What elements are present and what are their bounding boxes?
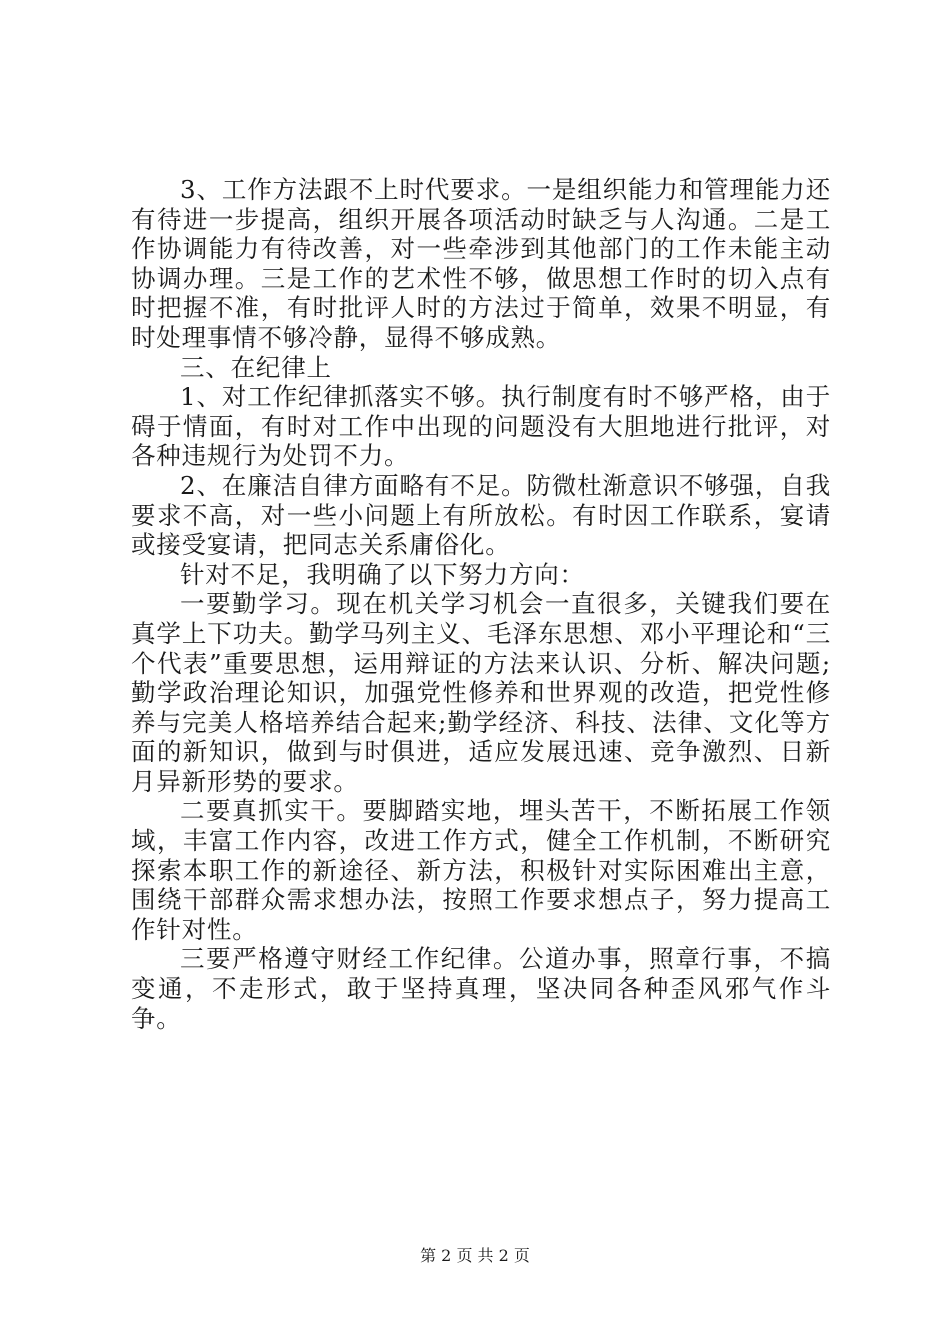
paragraph-study: 一要勤学习。现在机关学习机会一直很多，关键我们要在真学上下功夫。勤学马列主义、毛泽东思想、邓小平理论和“三个代表”重要思想，运用辩证的方法来认识、分析、解决问题;勤学政治理论知识，加强党性修养和世界观的改造，把党性修养与完美人格培养结合起来;勤学经济、科技、法律、文化等方面的新知识，做到与时俱进，适应发展迅速、竞争激烈、日新月异新形势的要求。 — [131, 589, 832, 796]
paragraph-integrity: 2、在廉洁自律方面略有不足。防微杜渐意识不够强，自我要求不高，对一些小问题上有所放松。有时因工作联系，宴请或接受宴请，把同志关系庸俗化。 — [131, 470, 831, 560]
paragraph-finance-discipline: 三要严格遵守财经工作纪律。公道办事，照章行事，不搞变通，不走形式，敢于坚持真理，坚决同各种歪风邪气作斗争。 — [131, 944, 831, 1033]
document-body — [131, 175, 831, 1033]
paragraph-directions-intro: 针对不足，我明确了以下努力方向： — [180, 559, 585, 589]
paragraph-method-issues: 3、工作方法跟不上时代要求。一是组织能力和管理能力还有待进一步提高，组织开展各项活动时缺乏与人沟通。二是工作协调能力有待改善，对一些牵涉到其他部门的工作未能主动协调办理。三是工作的艺术性不够，做思想工作时的切入点有时把握不准，有时批评人时的方法过于简单，效果不明显，有时处理事情不够冷静，显得不够成熟。 — [131, 175, 831, 352]
paragraph-hard-work: 二要真抓实干。要脚踏实地，埋头苦干，不断拓展工作领域，丰富工作内容，改进工作方式，健全工作机制，不断研究探索本职工作的新途径、新方法，积极针对实际困难出主意，围绕干部群众需求想办法，按照工作要求想点子，努力提高工作针对性。 — [131, 796, 831, 944]
paragraph-work-discipline: 1、对工作纪律抓落实不够。执行制度有时不够严格，由于碍于情面，有时对工作中出现的问题没有大胆地进行批评，对各种违规行为处罚不力。 — [131, 382, 831, 471]
page-number-footer: 第 2 页 共 2 页 — [420, 1246, 530, 1265]
section-heading-discipline: 三、在纪律上 — [180, 352, 332, 382]
